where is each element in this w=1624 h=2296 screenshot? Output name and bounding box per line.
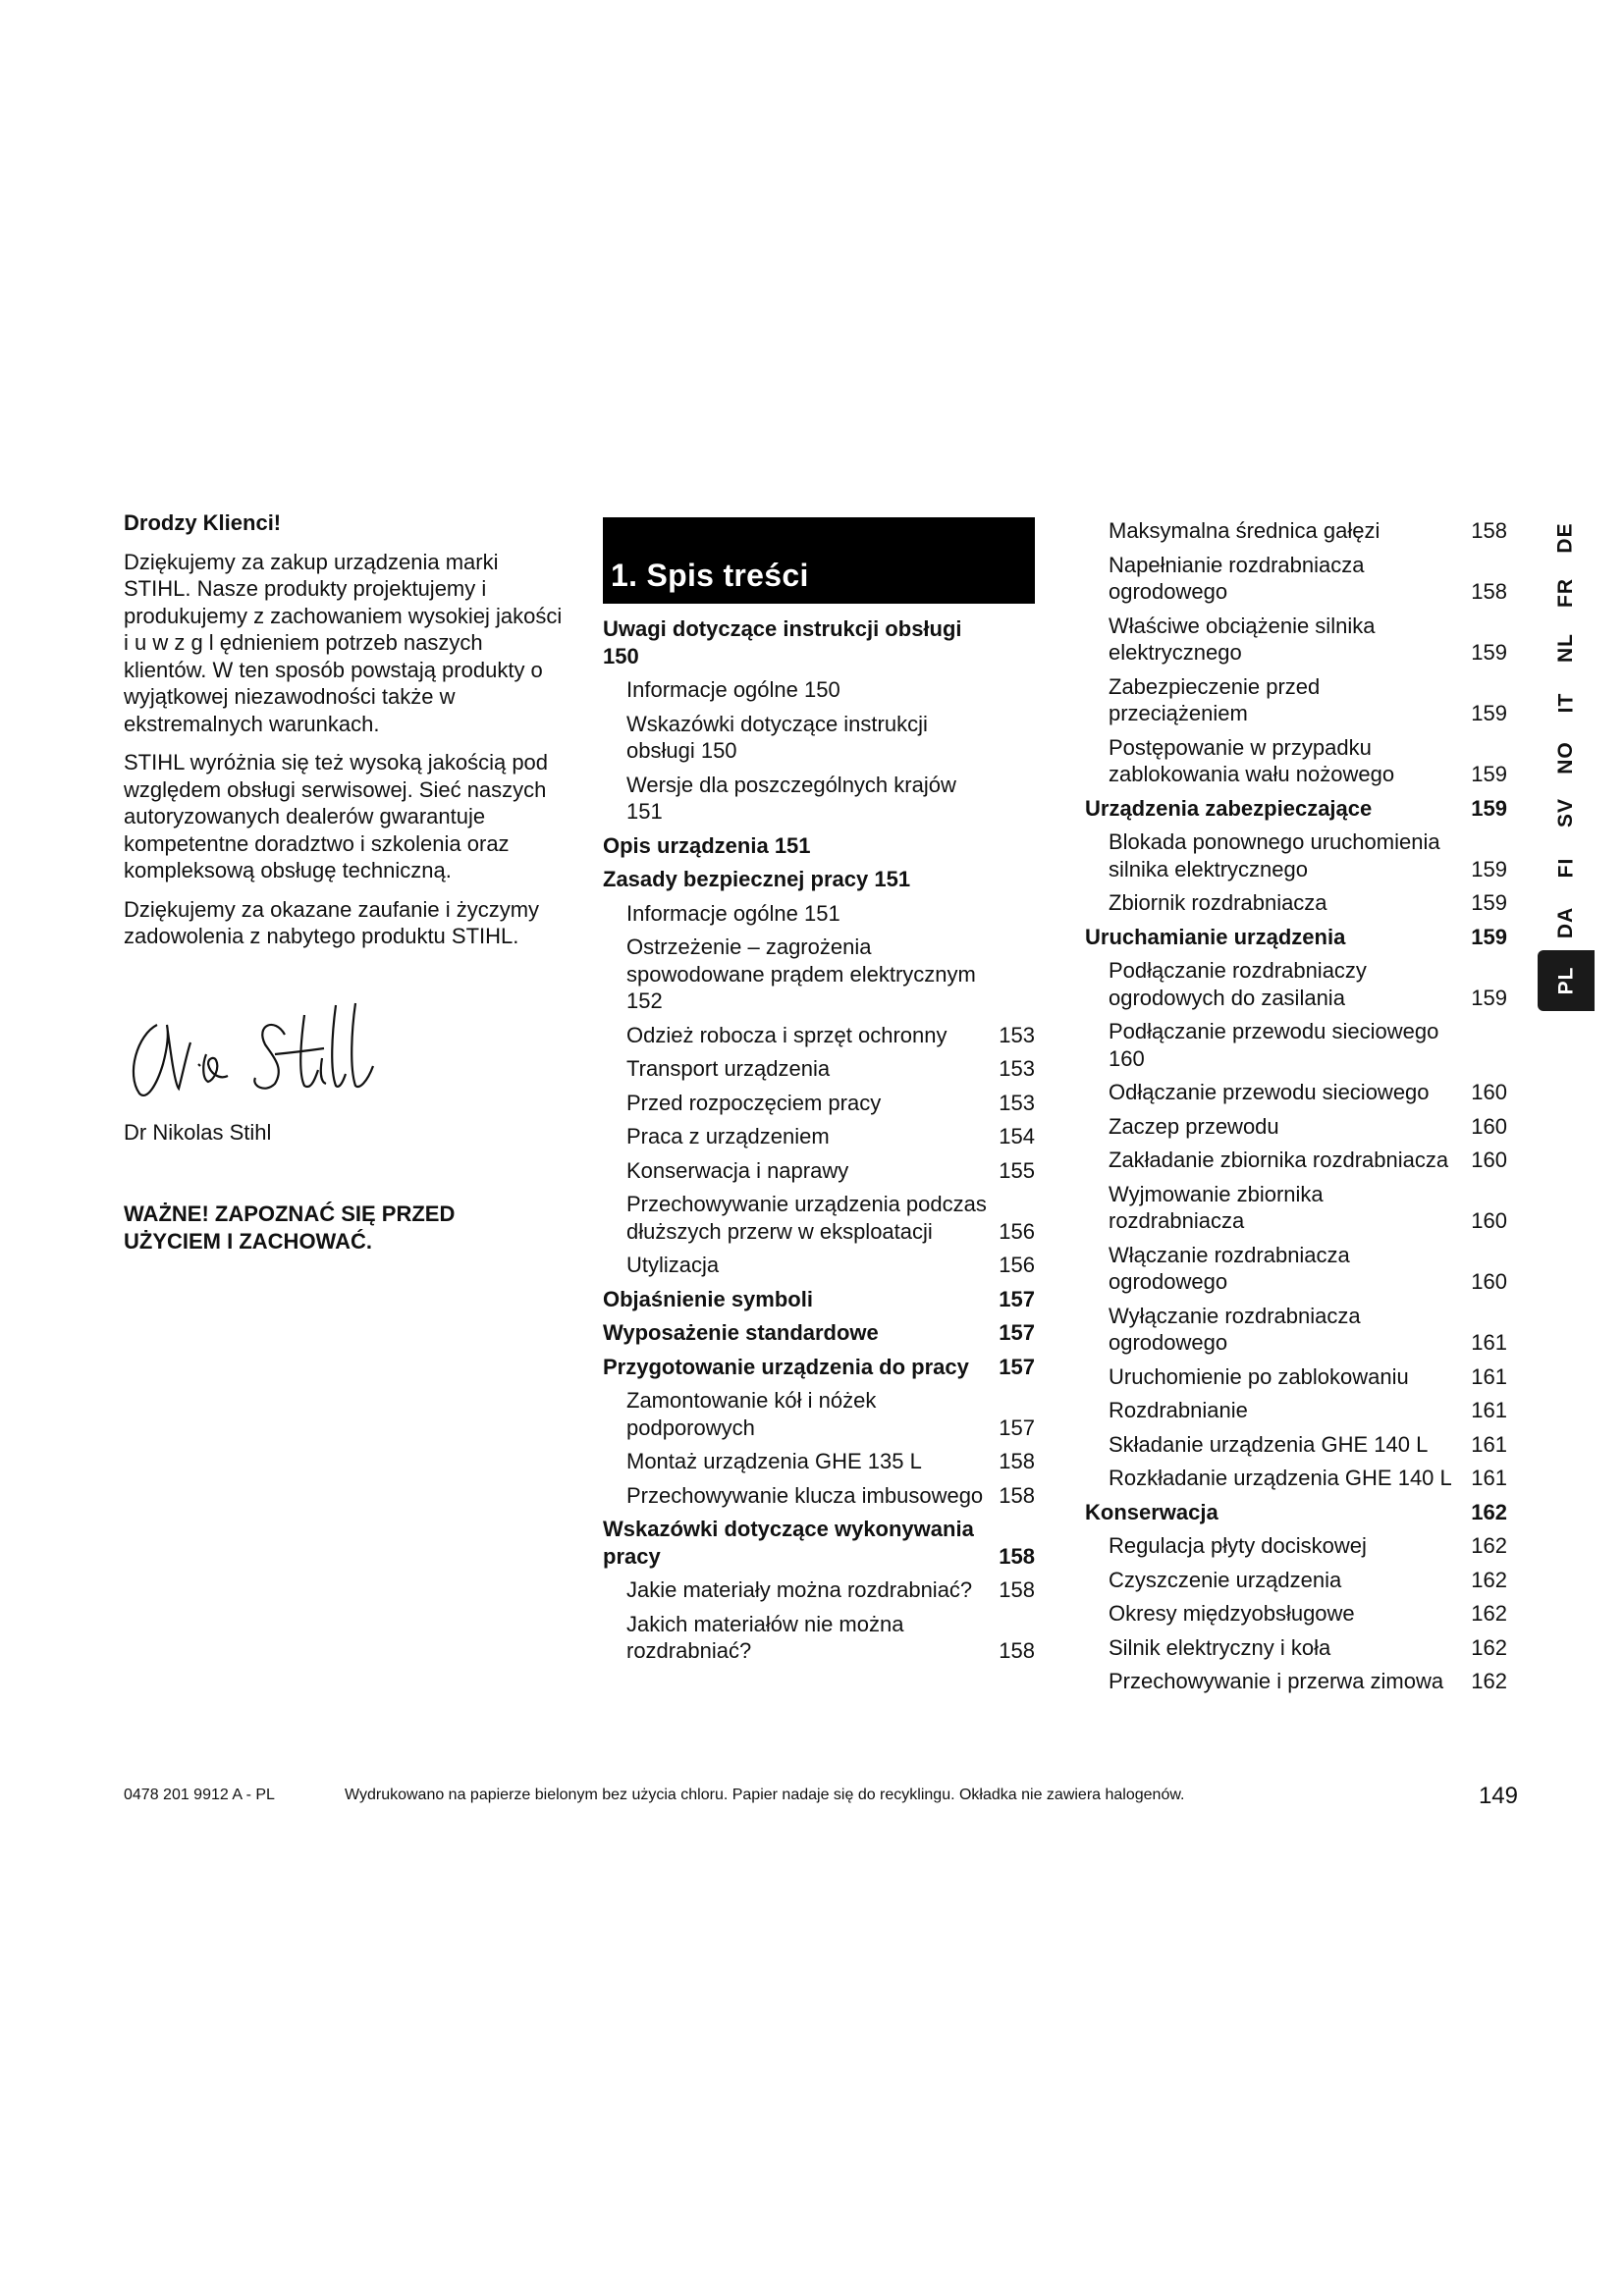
toc-entry[interactable] (603, 615, 1035, 669)
toc-entry[interactable] (1085, 734, 1507, 788)
toc-entry[interactable] (603, 1022, 1035, 1049)
toc-entry-page: 159 (1471, 701, 1507, 725)
toc-entry-title: Czyszczenie urządzenia (1109, 1567, 1342, 1592)
language-tab-label: FI (1553, 857, 1577, 879)
toc-entry[interactable] (1085, 1634, 1507, 1662)
toc-entry-title: Konserwacja (1085, 1499, 1218, 1524)
toc-entry[interactable] (1085, 1600, 1507, 1628)
toc-entry[interactable] (603, 1090, 1035, 1117)
language-tab-nl[interactable] (1538, 620, 1595, 675)
toc-entry[interactable] (603, 866, 1035, 893)
toc-entry-title: Odłączanie przewodu sieciowego (1109, 1080, 1430, 1104)
toc-entry-title: Informacje ogólne 151 (626, 900, 840, 926)
toc-entry-title: Praca z urządzeniem (626, 1124, 830, 1148)
greeting-heading: Drodzy Klienci! (124, 510, 282, 535)
toc-entry-title: Ostrzeżenie – zagrożenia spowodowane prądem elektrycznym 152 (626, 934, 976, 1013)
toc-entry-title: Włączanie rozdrabniacza ogrodowego (1109, 1242, 1350, 1294)
toc-entry-title: Regulacja płyty dociskowej (1109, 1533, 1367, 1558)
toc-entry[interactable] (1085, 1567, 1507, 1594)
warning-line-1: WAŻNE! ZAPOZNAĆ SIĘ PRZED (124, 1201, 456, 1226)
toc-entry-title: Silnik elektryczny i koła (1109, 1634, 1331, 1660)
toc-entry[interactable] (603, 1123, 1035, 1150)
language-tab-label: NO (1554, 741, 1577, 774)
toc-entry-title: Uwagi dotyczące instrukcji obsługi 150 (603, 616, 962, 668)
toc-entry[interactable] (1085, 1397, 1507, 1424)
toc-entry-title: Wyjmowanie zbiornika rozdrabniacza (1109, 1181, 1324, 1233)
print-note: Wydrukowano na papierze bielonym bez użycia chloru. Papier nadaje się do recyklingu. Okładka nie zawiera halogenów. (345, 1787, 1185, 1803)
toc-entry-page: 157 (999, 1286, 1035, 1311)
toc-entry-page: 156 (999, 1218, 1035, 1244)
toc-entry[interactable] (1085, 957, 1507, 1011)
toc-entry[interactable] (603, 1191, 1035, 1245)
toc-entry-page: 157 (999, 1320, 1035, 1345)
toc-entry-page: 160 (1471, 1113, 1507, 1139)
toc-entry-page: 158 (1471, 579, 1507, 604)
toc-entry[interactable] (1085, 1113, 1507, 1141)
toc-column-2 (1085, 517, 1507, 1702)
toc-entry-title: Napełnianie rozdrabniacza ogrodowego (1109, 552, 1365, 604)
toc-entry-page: 159 (1471, 762, 1507, 786)
toc-entry-page: 162 (1471, 1669, 1507, 1693)
toc-entry[interactable] (1085, 1303, 1507, 1357)
language-tab-da[interactable] (1538, 895, 1595, 950)
toc-entry-title: Transport urządzenia (626, 1056, 831, 1081)
toc-list-1 (603, 615, 1035, 1665)
toc-entry-page: 162 (1471, 1634, 1507, 1660)
toc-entry-title: Rozdrabnianie (1109, 1398, 1248, 1422)
toc-entry-page: 158 (999, 1577, 1035, 1602)
language-tab-label: NL (1554, 633, 1577, 663)
toc-entry-page: 158 (1471, 518, 1507, 543)
toc-entry-page: 160 (1471, 1080, 1507, 1104)
toc-entry-title: Wersje dla poszczególnych krajów 151 (626, 772, 956, 824)
toc-entry-page: 158 (999, 1638, 1035, 1663)
language-tab-label: DA (1554, 906, 1577, 939)
toc-entry[interactable] (1085, 1363, 1507, 1391)
toc-entry-title: Wyłączanie rozdrabniacza ogrodowego (1109, 1303, 1361, 1355)
toc-entry-page: 162 (1471, 1601, 1507, 1626)
intro-column (124, 509, 566, 1255)
toc-entry-title: Przechowywanie urządzenia podczas dłuższych przerw w eksploatacji (626, 1192, 987, 1244)
toc-entry-title: Jakich materiałów nie można rozdrabniać? (626, 1611, 904, 1663)
toc-entry-page: 160 (1471, 1148, 1507, 1172)
toc-entry-title: Podłączanie przewodu sieciowego 160 (1109, 1019, 1439, 1071)
toc-entry-page: 157 (999, 1415, 1035, 1440)
toc-entry-page: 161 (1471, 1363, 1507, 1389)
language-tab-label: FR (1554, 578, 1577, 608)
toc-entry-title: Zaczep przewodu (1109, 1113, 1279, 1139)
toc-title: 1. Spis treści (611, 558, 809, 593)
language-tab-fi[interactable] (1538, 840, 1595, 895)
toc-entry[interactable] (1085, 673, 1507, 727)
toc-entry-page: 161 (1471, 1330, 1507, 1355)
intro-paragraph-3: Dziękujemy za okazane zaufanie i życzymy zadowolenia z nabytego produktu STIHL. (124, 896, 540, 948)
toc-entry-page: 162 (1471, 1533, 1507, 1558)
toc-entry-page: 159 (1471, 924, 1507, 949)
language-tab-label: IT (1553, 692, 1577, 714)
toc-entry-title: Składanie urządzenia GHE 140 L (1109, 1431, 1429, 1457)
toc-entry[interactable] (1085, 552, 1507, 606)
toc-entry[interactable] (1085, 828, 1507, 882)
toc-entry-title: Zamontowanie kół i nóżek podporowych (626, 1388, 877, 1440)
toc-entry-title: Właściwe obciążenie silnika elektrycznego (1109, 613, 1376, 665)
toc-entry[interactable] (603, 1482, 1035, 1510)
toc-entry-page: 162 (1471, 1499, 1507, 1524)
toc-entry-title: Przed rozpoczęciem pracy (626, 1090, 882, 1115)
toc-entry[interactable] (1085, 1668, 1507, 1695)
toc-entry[interactable] (1085, 889, 1507, 917)
toc-entry-title: Objaśnienie symboli (603, 1286, 813, 1311)
toc-entry[interactable] (603, 1354, 1035, 1381)
toc-entry[interactable] (1085, 517, 1507, 545)
toc-title-banner (603, 517, 1035, 604)
toc-entry[interactable] (603, 1448, 1035, 1475)
toc-entry-page: 153 (999, 1090, 1035, 1115)
toc-entry-title: Uruchamianie urządzenia (1085, 924, 1346, 949)
language-tab-no[interactable] (1538, 730, 1595, 785)
toc-entry-title: Przechowywanie i przerwa zimowa (1109, 1669, 1444, 1693)
toc-entry-title: Przygotowanie urządzenia do pracy (603, 1354, 969, 1379)
toc-entry[interactable] (1085, 924, 1507, 951)
toc-entry-title: Montaż urządzenia GHE 135 L (626, 1449, 922, 1473)
toc-entry-title: Informacje ogólne 150 (626, 677, 840, 702)
toc-entry[interactable] (1085, 1499, 1507, 1526)
toc-entry-title: Wskazówki dotyczące wykonywania pracy (603, 1517, 974, 1569)
language-tab-label: PL (1554, 966, 1577, 995)
toc-entry-title: Blokada ponownego uruchomienia silnika elektrycznego (1109, 829, 1440, 881)
toc-entry[interactable] (603, 900, 1035, 928)
toc-entry-page: 162 (1471, 1567, 1507, 1592)
language-tab-fr[interactable] (1538, 565, 1595, 620)
language-tab-label: DE (1554, 522, 1577, 554)
toc-entry-page: 158 (999, 1449, 1035, 1473)
toc-entry-title: Opis urządzenia 151 (603, 832, 811, 858)
toc-entry-title: Rozkładanie urządzenia GHE 140 L (1109, 1466, 1452, 1490)
toc-entry-title: Wskazówki dotyczące instrukcji obsługi 150 (626, 711, 928, 763)
toc-entry-title: Wyposażenie standardowe (603, 1320, 879, 1345)
intro-paragraph-2: STIHL wyróżnia się też wysoką jakością pod względem obsługi serwisowej. Sieć naszych autoryzowanych dealerów gwarantuje kompetentne doradztwo i szkolenia oraz kompleksową obsługę techniczną. (124, 750, 549, 882)
toc-entry[interactable] (603, 1157, 1035, 1185)
toc-entry[interactable] (603, 772, 1035, 826)
toc-entry-title: Przechowywanie klucza imbusowego (626, 1482, 984, 1508)
intro-paragraph-1: Dziękujemy za zakup urządzenia marki STIHL. Nasze produkty projektujemy i produkujemy z zachowaniem wysokiej jakości i u w z g l ędnieniem potrzeb naszych klientów. W ten sposób powstają produkty o wyjątkowej niezawodności także w ekstremalnych warunkach. (124, 549, 563, 736)
toc-entry-page: 156 (999, 1253, 1035, 1277)
toc-entry-title: Jakie materiały można rozdrabniać? (626, 1577, 973, 1602)
toc-entry[interactable] (1085, 1181, 1507, 1235)
toc-entry[interactable] (603, 1516, 1035, 1570)
toc-list-2 (1085, 517, 1507, 1695)
toc-entry-title: Konserwacja i naprawy (626, 1157, 849, 1183)
toc-entry[interactable] (603, 1387, 1035, 1441)
toc-entry-page: 157 (999, 1354, 1035, 1379)
toc-entry-title: Urządzenia zabezpieczające (1085, 795, 1373, 821)
warning-line-2: UŻYCIEM I ZACHOWAĆ. (124, 1228, 372, 1254)
toc-entry-title: Odzież robocza i sprzęt ochronny (626, 1022, 947, 1047)
language-tab-de[interactable] (1538, 510, 1595, 565)
toc-entry-page: 160 (1471, 1269, 1507, 1294)
toc-entry-title: Podłączanie rozdrabniaczy ogrodowych do zasilania (1109, 958, 1367, 1010)
toc-entry[interactable] (1085, 795, 1507, 823)
toc-entry[interactable] (1085, 1079, 1507, 1106)
toc-entry[interactable] (1085, 1147, 1507, 1174)
toc-entry-page: 161 (1471, 1466, 1507, 1490)
toc-entry[interactable] (603, 676, 1035, 704)
toc-entry-page: 153 (999, 1022, 1035, 1047)
toc-entry[interactable] (1085, 613, 1507, 667)
toc-entry[interactable] (603, 1286, 1035, 1313)
toc-entry-title: Postępowanie w przypadku zablokowania wału nożowego (1109, 734, 1395, 786)
document-code: 0478 201 9912 A - PL (124, 1787, 275, 1803)
toc-entry-page: 158 (999, 1482, 1035, 1508)
toc-entry[interactable] (1085, 1018, 1507, 1072)
warning-text (124, 1201, 566, 1255)
toc-entry-page: 155 (999, 1157, 1035, 1183)
toc-entry-title: Okresy międzyobsługowe (1109, 1601, 1355, 1626)
toc-entry-page: 161 (1471, 1398, 1507, 1422)
toc-entry-title: Zabezpieczenie przed przeciążeniem (1109, 673, 1321, 725)
toc-entry-page: 159 (1471, 985, 1507, 1010)
toc-entry-title: Zasady bezpiecznej pracy 151 (603, 867, 911, 891)
toc-entry[interactable] (603, 1252, 1035, 1279)
toc-entry[interactable] (1085, 1242, 1507, 1296)
toc-entry-title: Uruchomienie po zablokowaniu (1109, 1363, 1409, 1389)
page-number: 149 (1478, 1783, 1518, 1809)
toc-entry-page: 158 (999, 1543, 1035, 1569)
language-tab-label: SV (1553, 797, 1577, 828)
toc-entry[interactable] (603, 1319, 1035, 1347)
toc-entry-title: Zbiornik rozdrabniacza (1109, 890, 1327, 915)
toc-entry-page: 159 (1471, 856, 1507, 881)
toc-entry-page: 159 (1471, 890, 1507, 915)
language-tabs (1538, 510, 1595, 1011)
toc-column-1 (603, 517, 1035, 1672)
toc-entry-title: Zakładanie zbiornika rozdrabniacza (1109, 1148, 1449, 1172)
toc-entry[interactable] (603, 1055, 1035, 1083)
toc-entry[interactable] (1085, 1465, 1507, 1492)
toc-entry-page: 153 (999, 1056, 1035, 1081)
language-tab-pl[interactable] (1538, 950, 1595, 1011)
toc-entry-page: 159 (1471, 795, 1507, 821)
toc-entry[interactable] (603, 711, 1035, 765)
toc-entry[interactable] (1085, 1532, 1507, 1560)
toc-entry-title: Maksymalna średnica gałęzi (1109, 518, 1380, 543)
toc-entry[interactable] (1085, 1431, 1507, 1459)
toc-entry-page: 154 (999, 1124, 1035, 1148)
language-tab-sv[interactable] (1538, 785, 1595, 840)
toc-entry[interactable] (603, 1576, 1035, 1604)
signer-name: Dr Nikolas Stihl (124, 1119, 272, 1145)
toc-entry[interactable] (603, 832, 1035, 860)
language-tab-it[interactable] (1538, 675, 1595, 730)
toc-entry-title: Utylizacja (626, 1253, 720, 1277)
toc-entry-page: 160 (1471, 1208, 1507, 1233)
toc-entry-page: 159 (1471, 640, 1507, 665)
toc-entry-page: 161 (1471, 1431, 1507, 1457)
toc-entry[interactable] (603, 934, 1035, 1015)
toc-entry[interactable] (603, 1611, 1035, 1665)
signature-image (118, 995, 442, 1103)
